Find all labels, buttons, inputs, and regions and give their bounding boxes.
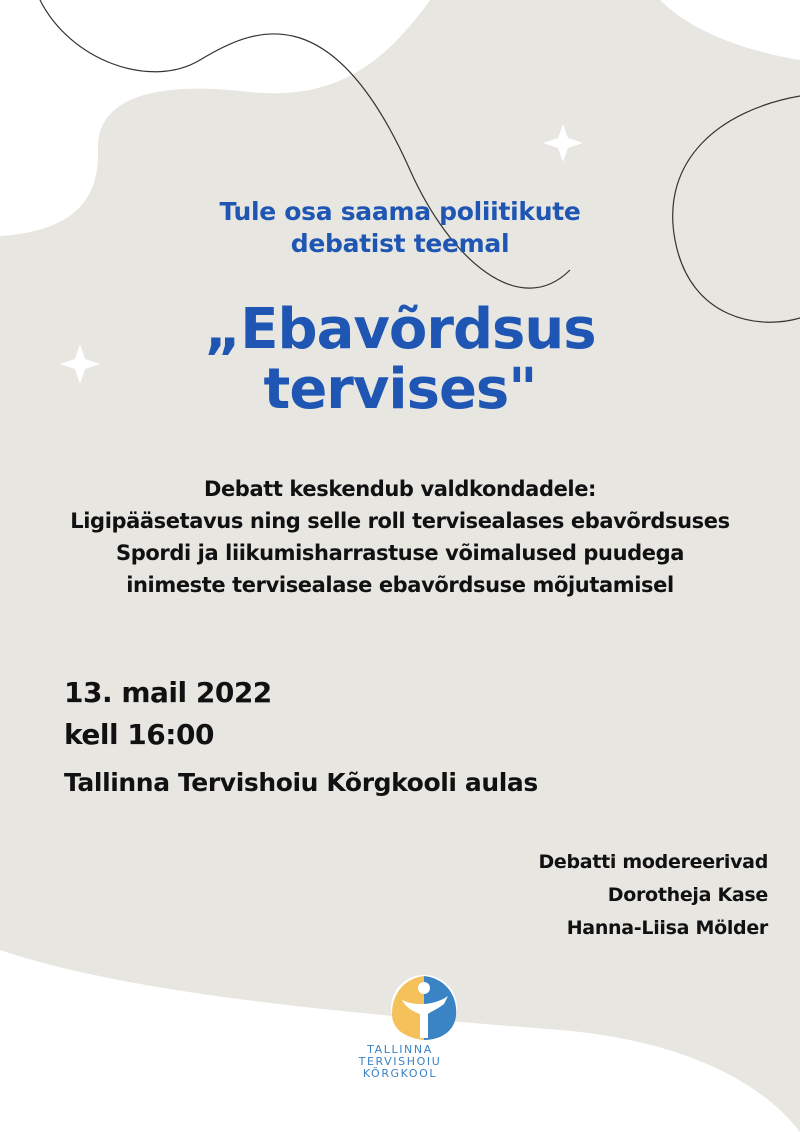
intro-line-1: Tule osa saama poliitikute [219,197,581,226]
moderators-heading: Debatti modereerivad [538,851,768,873]
topic-line-2: Spordi ja liikumisharrastuse võimalused puudega [115,541,684,565]
moderators-block [538,846,768,945]
headline [0,297,800,422]
event-venue: Tallinna Tervishoiu Kõrgkooli aulas [64,768,538,797]
intro-line-2: debatist teemal [290,229,510,258]
logo-text-line-1: TALLINNA [367,1043,433,1056]
logo-emblem-icon [382,970,466,1042]
logo-text-line-2: TERVISHOIU [358,1055,442,1068]
logo-text-line-3: KÕRGKOOL [362,1067,438,1080]
headline-line-1: „Ebavõrdsus [204,297,596,362]
topic-line-1: Ligipääsetavus ning selle roll tervisealases ebavõrdsuses [70,509,730,533]
event-datetime [64,672,272,756]
topics-block [0,473,800,601]
topic-line-3: inimeste tervisealase ebavõrdsuse mõjutamisel [126,573,674,597]
event-date: 13. mail 2022 [64,676,272,709]
headline-line-2: tervises" [263,357,537,422]
intro-text [0,196,800,260]
event-time: kell 16:00 [64,718,214,751]
moderator-name: Dorotheja Kase [607,884,768,906]
topics-heading: Debatt keskendub valdkondadele: [203,477,597,501]
moderator-name: Hanna-Liisa Mölder [566,917,768,939]
